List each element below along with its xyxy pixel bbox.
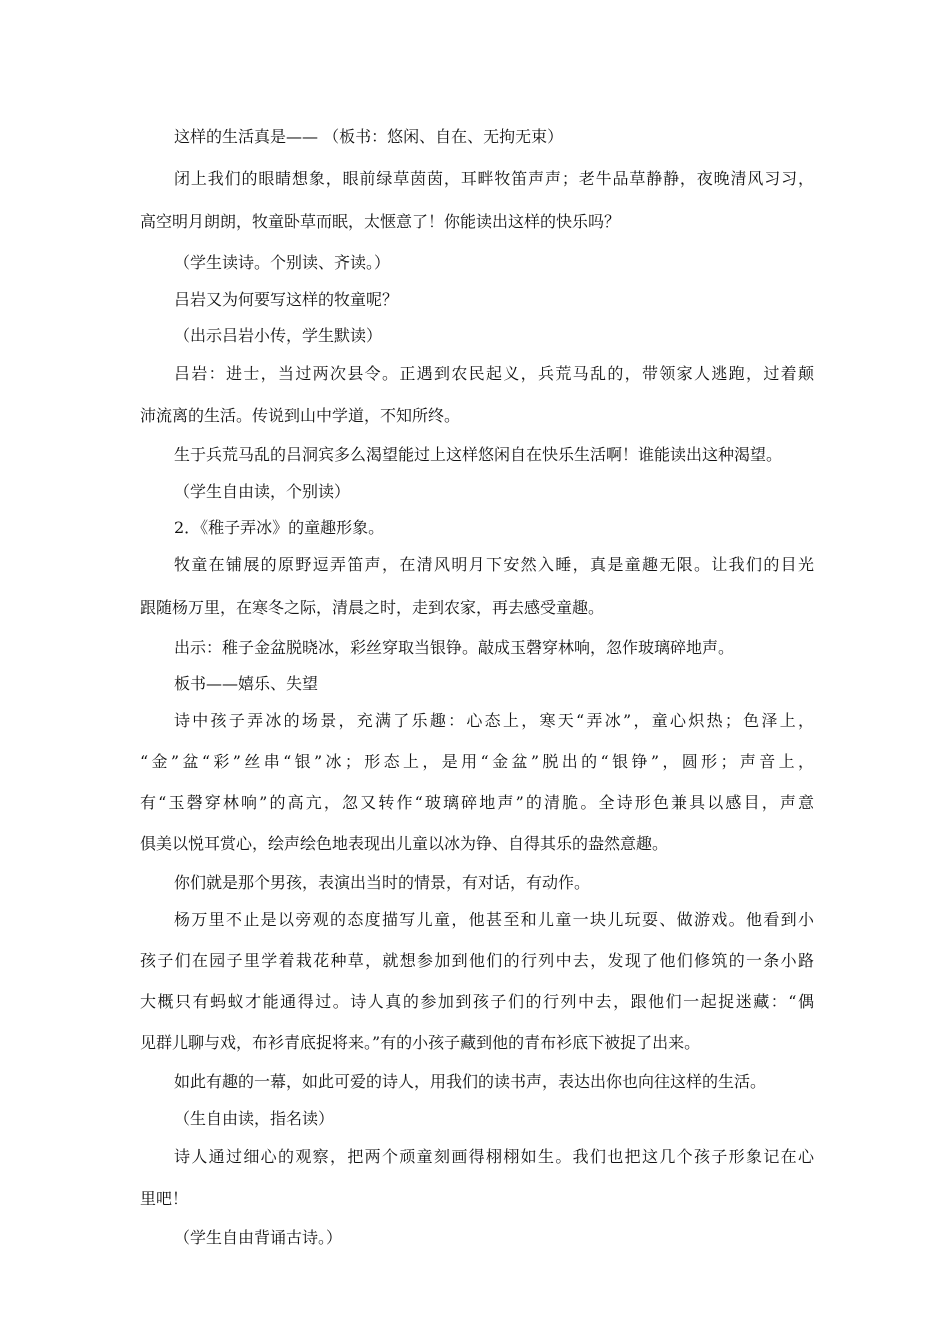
text-line: 见群儿聊与戏，布衫青底捉将来。”有的小孩子藏到他的青布衫底下被捉了出来。 <box>140 1033 701 1052</box>
text-line: （学生自由读，个别读） <box>174 482 351 501</box>
text-line: 如此有趣的一幕，如此可爱的诗人，用我们的读书声，表达出你也向往这样的生活。 <box>174 1072 767 1091</box>
text-line: 你们就是那个男孩，表演出当时的情景，有对话，有动作。 <box>174 873 591 892</box>
text-line: 诗人通过细心的观察，把两个顽童刻画得栩栩如生。我们也把这几个孩子形象记在心 <box>174 1147 814 1166</box>
text-line: 生于兵荒马乱的吕洞宾多么渴望能过上这样悠闲自在快乐生活啊！谁能读出这种渴望。 <box>174 445 783 464</box>
text-line: （生自由读，指名读） <box>174 1109 335 1128</box>
text-line: 跟随杨万里，在寒冬之际，清晨之时，走到农家，再去感受童趣。 <box>140 598 605 617</box>
text-line: （学生读诗。个别读、齐读。） <box>174 253 391 272</box>
text-line: 这样的生活真是—— （板书：悠闲、自在、无拘无束） <box>174 127 564 146</box>
text-line: 沛流离的生活。传说到山中学道，不知所终。 <box>140 406 461 425</box>
text-line: “金”盆“彩”丝串“银”冰；形态上，是用“金盆”脱出的“银铮”，圆形；声音上， <box>140 752 814 771</box>
text-line: 出示：稚子金盆脱晓冰，彩丝穿取当银铮。敲成玉磬穿林响，忽作玻璃碎地声。 <box>174 638 735 657</box>
text-line: 俱美以悦耳赏心，绘声绘色地表现出儿童以冰为铮、自得其乐的盎然意趣。 <box>140 834 669 853</box>
text-line: 吕岩：进士，当过两次县令。正遇到农民起义，兵荒马乱的，带领家人逃跑，过着颠 <box>174 364 814 383</box>
text-line: 牧童在铺展的原野逗弄笛声，在清风明月下安然入睡，真是童趣无限。让我们的目光 <box>174 555 814 574</box>
text-line: 吕岩又为何要写这样的牧童呢？ <box>174 290 399 309</box>
text-line: 闭上我们的眼睛想象，眼前绿草茵茵，耳畔牧笛声声；老牛品草静静，夜晚清风习习， <box>174 169 814 188</box>
text-line: 杨万里不止是以旁观的态度描写儿童，他甚至和儿童一块儿玩耍、做游戏。他看到小 <box>174 910 814 929</box>
text-line: 里吧！ <box>140 1189 189 1208</box>
text-line: 大概只有蚂蚁才能通得过。诗人真的参加到孩子们的行列中去，跟他们一起捉迷藏：“偶 <box>140 992 814 1011</box>
text-line: 诗中孩子弄冰的场景，充满了乐趣：心态上，寒天“弄冰”，童心炽热；色泽上， <box>174 711 814 730</box>
text-line: （学生自由背诵古诗。） <box>174 1228 343 1247</box>
text-line: 高空明月朗朗，牧童卧草而眠，太惬意了！你能读出这样的快乐吗？ <box>140 212 621 231</box>
text-line: 2．《稚子弄冰》的童趣形象。 <box>174 518 385 537</box>
text-line: 板书——嬉乐、失望 <box>174 674 319 693</box>
text-line: （出示吕岩小传，学生默读） <box>174 326 383 345</box>
text-line: 有“玉磬穿林响”的高亢，忽又转作“玻璃碎地声”的清脆。全诗形色兼具以感目，声意 <box>140 793 814 812</box>
text-line: 孩子们在园子里学着栽花种草，就想参加到他们的行列中去，发现了他们修筑的一条小路 <box>140 951 814 970</box>
